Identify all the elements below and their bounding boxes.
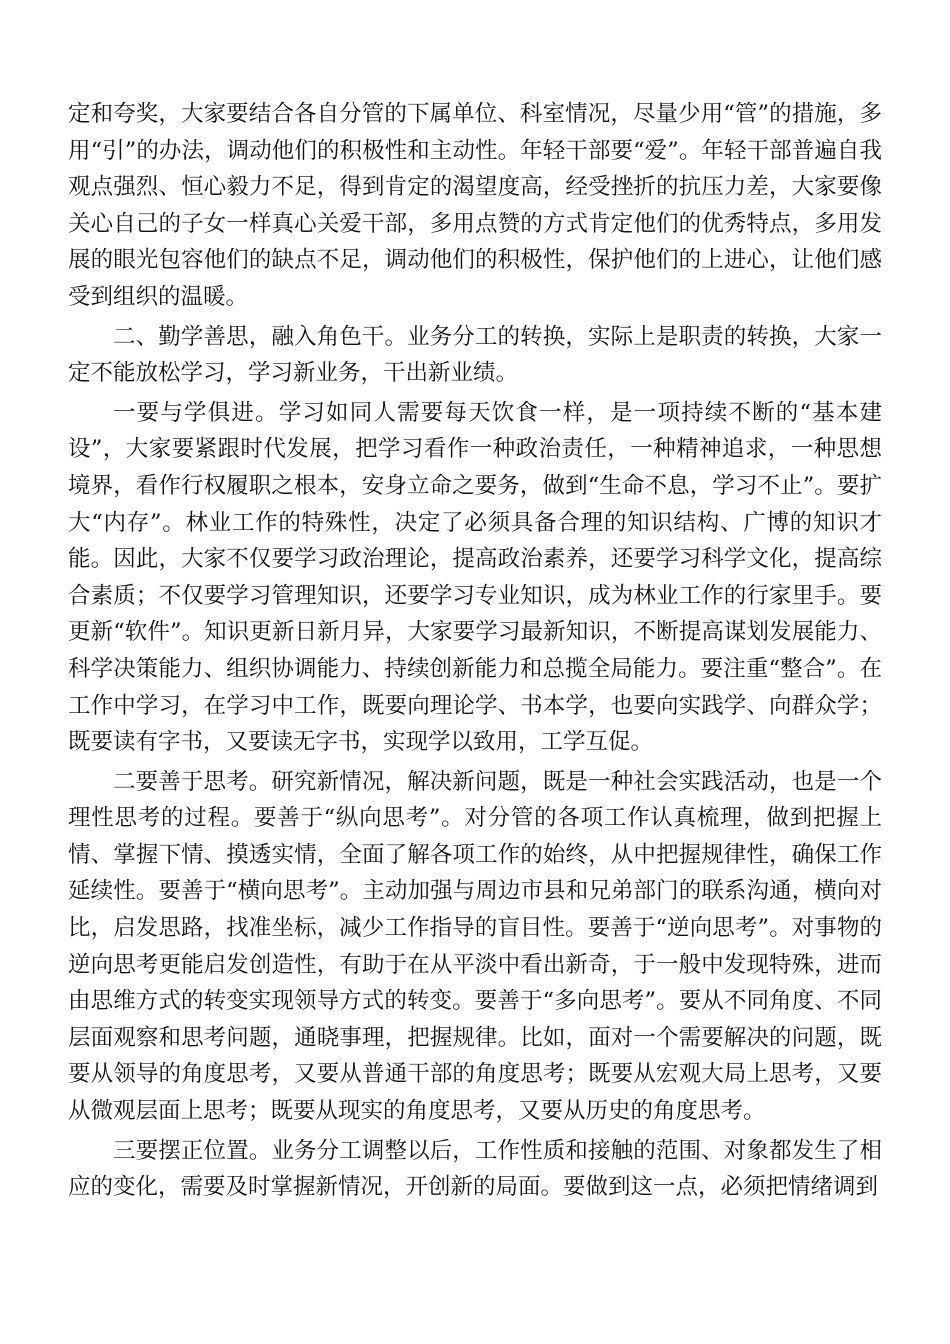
paragraph-section-two-heading: 二、勤学善思，融入角色干。业务分工的转换，实际上是职责的转换，大家一定不能放松学习，学习新业务，干出新业绩。	[68, 323, 882, 387]
paragraph-keep-learning: 一要与学俱进。学习如同人需要每天饮食一样，是一项持续不断的“基本建设”，大家要紧跟时代发展，把学习看作一种政治责任，一种精神追求，一种思想境界，看作行权履职之根本，安身立命之要务，做到“生命不息，学习不止”。要扩大“内存”。林业工作的特殊性，决定了必须具备合理的知识结构、广博的知识才能。因此，大家不仅要学习政治理论，提高政治素养，还要学习科学文化，提高综合素质；不仅要学习管理知识，还要学习专业知识，成为林业工作的行家里手。要更新“软件”。知识更新日新月异，大家要学习最新知识，不断提高谋划发展能力、科学决策能力、组织协调能力、持续创新能力和总揽全局能力。要注重“整合”。在工作中学习，在学习中工作，既要向理论学、书本学，也要向实践学、向群众学；既要读有字书，又要读无字书，实现学以致用，工学互促。	[68, 399, 882, 756]
document-page	[68, 96, 882, 1206]
paragraph-right-position: 三要摆正位置。业务分工调整以后，工作性质和接触的范围、对象都发生了相应的变化，需要及时掌握新情况，开创新的局面。要做到这一点，必须把情绪调到	[68, 1137, 882, 1201]
paragraph-good-at-thinking: 二要善于思考。研究新情况，解决新问题，既是一种社会实践活动，也是一个理性思考的过程。要善于“纵向思考”。对分管的各项工作认真梳理，做到把握上情、掌握下情、摸透实情，全面了解各项工作的始终，从中把握规律性，确保工作延续性。要善于“横向思考”。主动加强与周边市县和兄弟部门的联系沟通，横向对比，启发思路，找准坐标，减少工作指导的盲目性。要善于“逆向思考”。对事物的逆向思考更能启发创造性，有助于在从平淡中看出新奇，于一般中发现特殊，进而由思维方式的转变实现领导方式的转变。要善于“多向思考”。要从不同角度、不同层面观察和思考问题，通晓事理，把握规律。比如，面对一个需要解决的问题，既要从领导的角度思考，又要从普通干部的角度思考；既要从宏观大局上思考，又要从微观层面上思考；既要从现实的角度思考，又要从历史的角度思考。	[68, 768, 882, 1125]
paragraph-continuation: 定和夸奖，大家要结合各自分管的下属单位、科室情况，尽量少用“管”的措施，多用“引”的办法，调动他们的积极性和主动性。年轻干部要“爱”。年轻干部普遍自我观点强烈、恒心毅力不足，得到肯定的渴望度高，经受挫折的抗压力差，大家要像关心自己的子女一样真心关爱干部，多用点赞的方式肯定他们的优秀特点，多用发展的眼光包容他们的缺点不足，调动他们的积极性，保护他们的上进心，让他们感受到组织的温暖。	[68, 101, 882, 310]
